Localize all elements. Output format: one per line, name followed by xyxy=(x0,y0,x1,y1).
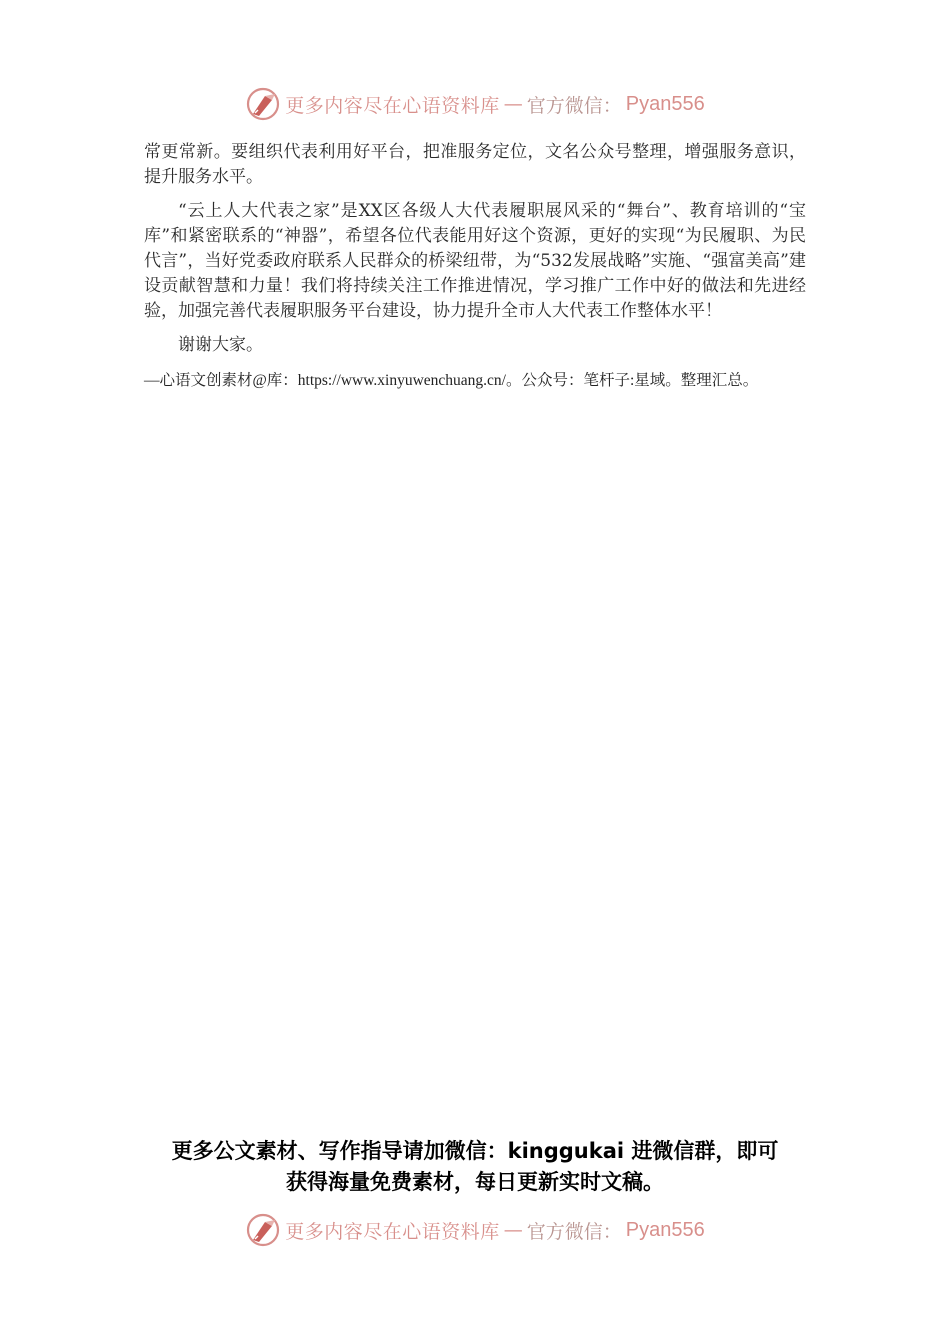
brand-text: 更多内容尽在心语资料库 xyxy=(285,94,500,117)
paragraph-closing: 谢谢大家。 xyxy=(178,335,263,355)
document-body xyxy=(144,140,806,390)
header-watermark xyxy=(0,84,950,124)
wechat-id: Pyan556 xyxy=(625,1218,705,1241)
brand-text: 更多内容尽在心语资料库 xyxy=(285,1220,500,1243)
wechat-label: 官方微信： xyxy=(526,94,622,117)
promo-line-1: 更多公文素材、写作指导请加微信：kinggukai 进微信群，即可 xyxy=(171,1139,779,1163)
brand-banner xyxy=(245,86,705,122)
wechat-label: 官方微信： xyxy=(526,1220,622,1243)
paragraph-cloud-home: “云上人大代表之家”是XX区各级人大代表履职展风采的“舞台”、教育培训的“宝库”和紧密联系的“神器”，希望各位代表能用好这个资源，更好的实现“为民履职、为民代言”，当好党委政府联系人民群众的桥梁纽带，为“532发展战略”实施、“强富美高”建设贡献智慧和力量！我们将持续关注工作推进情况，学习推广工作中好的做法和先进经验，加强完善代表履职服务平台建设，协力提升全市人大代表工作整体水平！ xyxy=(144,201,806,321)
brand-separator: — xyxy=(503,1219,523,1241)
footer-watermark xyxy=(0,1210,950,1250)
pen-nib-logo-icon xyxy=(245,86,281,122)
brand-banner-footer xyxy=(245,1212,705,1248)
pen-nib-logo-icon xyxy=(245,1212,281,1248)
brand-separator: — xyxy=(503,93,523,115)
source-line: —心语文创素材@库：https://www.xinyuwenchuang.cn/。公众号：笔杆子:星域。整理汇总。 xyxy=(144,372,759,389)
wechat-id: Pyan556 xyxy=(625,92,705,115)
promo-block xyxy=(0,1136,950,1198)
paragraph-continuation: 常更常新。要组织代表利用好平台，把准服务定位，文名公众号整理，增强服务意识，提升服务水平。 xyxy=(144,142,806,187)
promo-line-2: 获得海量免费素材，每日更新实时文稿。 xyxy=(286,1170,664,1194)
